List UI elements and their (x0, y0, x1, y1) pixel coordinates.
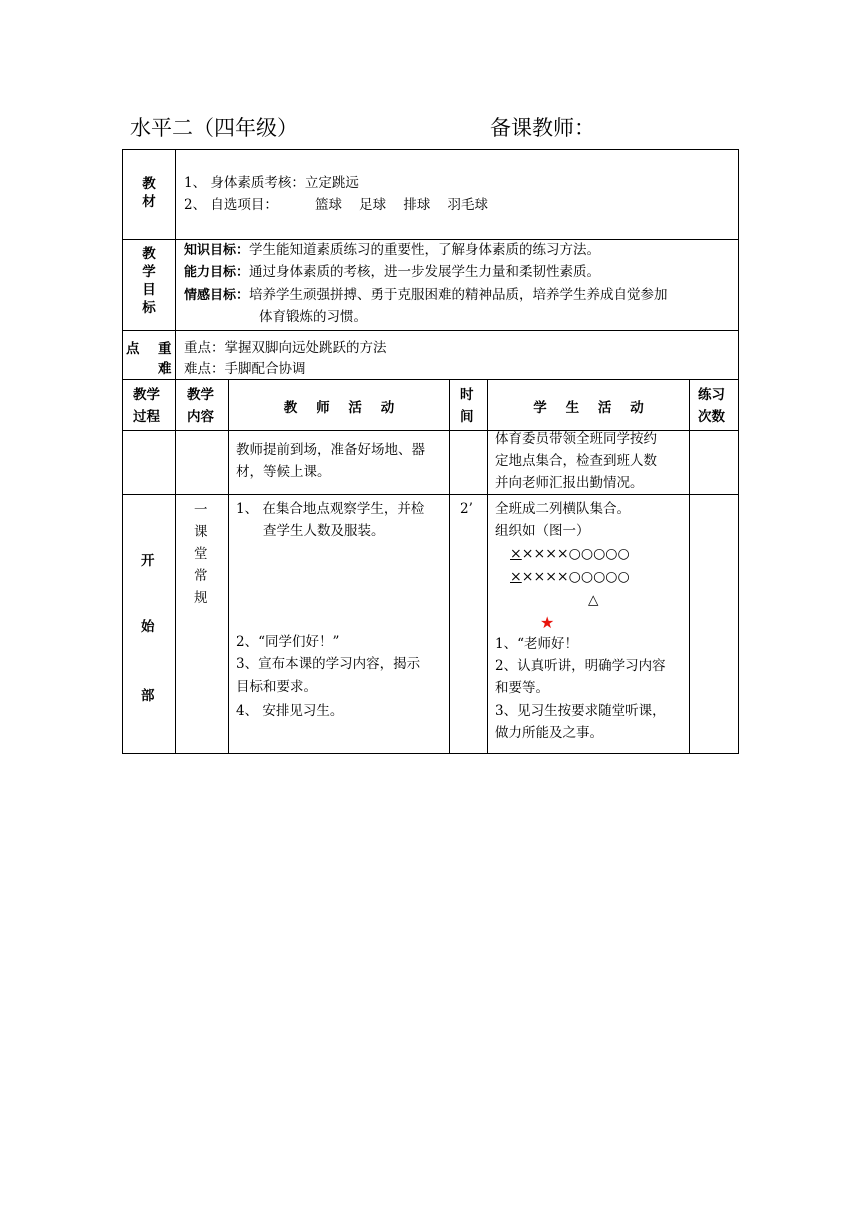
header-time-line-2: 间 (460, 409, 474, 425)
process-start-3: 部 (141, 688, 155, 704)
formation-teacher-triangle-icon: △ (588, 592, 599, 608)
ability-goal-label: 能力目标： (184, 265, 250, 280)
formation-star-icon: ★ (540, 613, 555, 632)
emotion-goal-label: 情感目标： (184, 288, 250, 303)
header-process-line-2: 过程 (133, 409, 160, 425)
key-point: 重点：掌握双脚向远处跳跃的方法 (184, 340, 387, 356)
materials-label: 教材 (142, 176, 156, 210)
student-step-4b: 和要等。 (495, 680, 549, 696)
emotion-goal-text-2: 体育锻炼的习惯。 (259, 309, 367, 325)
teacher-step-1b: 查学生人数及服装。 (263, 523, 385, 539)
time-value: 2’ (460, 501, 473, 517)
formation-lead-1: × (510, 546, 522, 562)
materials-item-1: 1、 身体素质考核：立定跳远 (184, 175, 359, 191)
column-divider (175, 149, 176, 754)
materials-item-2-options: 篮球 足球 排球 羽毛球 (315, 197, 488, 213)
table-border-right (738, 149, 739, 754)
goals-label: 教学目标 (142, 246, 156, 316)
table-border-top (122, 149, 739, 150)
prep-teacher-line-1: 教师提前到场，准备好场地、器 (236, 442, 425, 458)
keypoints-label-1: 点 (126, 341, 140, 357)
header-practice (698, 384, 725, 428)
teacher-step-3b: 目标和要求。 (236, 679, 317, 695)
formation-rest-2: ××××○○○○○ (521, 569, 630, 585)
prep-student-line-2: 定地点集合，检查到班人数 (495, 453, 657, 469)
ability-goal-text: 通过身体素质的考核，进一步发展学生力量和柔韧性素质。 (249, 264, 601, 280)
student-step-5a: 3、见习生按要求随堂听课， (495, 703, 666, 719)
keypoints-label-3: 难 (158, 361, 172, 377)
row-divider (122, 494, 739, 495)
student-step-2: 组织如（图一） (495, 523, 590, 539)
teacher-step-2: 2、“同学们好！” (236, 634, 340, 650)
grade-level-title: 水平二（四年级） (130, 116, 298, 140)
content-routine: 一课堂常规 (194, 502, 208, 606)
header-practice-line-1: 练习 (698, 387, 725, 403)
column-divider (689, 379, 690, 754)
formation-rest-1: ××××○○○○○ (521, 546, 630, 562)
lesson-plan-table (122, 149, 739, 754)
header-practice-line-2: 次数 (698, 409, 725, 425)
process-start-2: 始 (141, 619, 155, 635)
header-time-line-1: 时 (460, 387, 474, 403)
header-process (133, 384, 160, 428)
student-step-4a: 2、认真听讲，明确学习内容 (495, 658, 666, 674)
teacher-step-1a: 1、 在集合地点观察学生，并检 (236, 501, 425, 517)
keypoints-label-2: 重 (158, 341, 172, 357)
formation-line-1 (510, 544, 630, 565)
column-divider (487, 379, 488, 754)
column-divider (449, 379, 450, 754)
header-content (187, 384, 214, 428)
emotion-goal-text-1: 培养学生顽强拼搏、勇于克服困难的精神品质，培养学生养成自觉参加 (249, 287, 668, 303)
formation-lead-2: × (510, 569, 522, 585)
header-student-activity: 学 生 活 动 (533, 400, 644, 416)
header-time (460, 384, 474, 428)
knowledge-goal-text: 学生能知道素质练习的重要性，了解身体素质的练习方法。 (249, 242, 601, 258)
ability-goal (184, 262, 600, 283)
knowledge-goal-label: 知识目标： (184, 243, 250, 258)
row-divider (122, 330, 739, 331)
prep-teacher-line-2: 材，等候上课。 (236, 464, 331, 480)
header-content-line-1: 教学 (187, 387, 214, 403)
header-process-line-1: 教学 (133, 387, 160, 403)
table-border-bottom (122, 753, 739, 754)
header-teacher-activity: 教 师 活 动 (283, 400, 395, 416)
student-step-1: 全班成二列横队集合。 (495, 501, 630, 517)
prep-student-line-3: 并向老师汇报出勤情况。 (495, 475, 644, 491)
student-step-3: 1、“老师好！ (495, 636, 578, 652)
teacher-label: 备课教师： (490, 116, 595, 140)
table-border-left (122, 149, 123, 754)
process-start-1: 开 (141, 553, 155, 569)
page-header (130, 113, 740, 143)
formation-line-2 (510, 567, 630, 588)
difficult-point: 难点：手脚配合协调 (184, 361, 306, 377)
teacher-step-4: 4、 安排见习生。 (236, 703, 344, 719)
header-content-line-2: 内容 (187, 409, 214, 425)
student-step-5b: 做力所能及之事。 (495, 725, 603, 741)
knowledge-goal (184, 240, 600, 261)
prep-student-line-1: 体育委员带领全班同学按约 (495, 431, 657, 447)
teacher-step-3a: 3、宣布本课的学习内容，揭示 (236, 656, 421, 672)
emotion-goal (184, 285, 668, 306)
materials-item-2-prefix: 2、 自选项目： (184, 197, 278, 213)
column-divider (228, 379, 229, 754)
